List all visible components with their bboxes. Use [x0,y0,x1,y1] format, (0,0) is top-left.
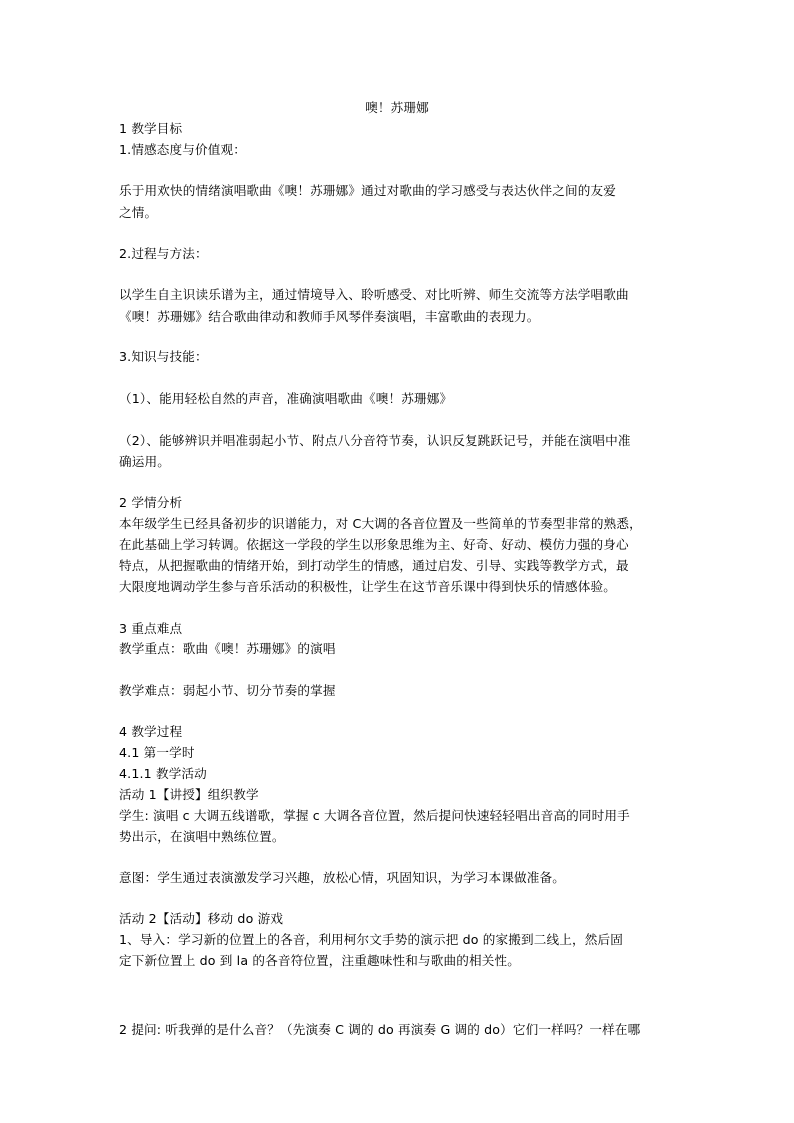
paragraph-line: 意图：学生通过表演激发学习兴趣，放松心情，巩固知识，为学习本课做准备。 [119,870,566,885]
activity-heading: 活动 2【活动】移动 do 游戏 [119,911,284,926]
section-heading: 4 教学过程 [119,724,183,739]
activity-heading: 活动 1【讲授】组织教学 [119,787,259,802]
subsection-heading: 4.1 第一学时 [119,745,195,760]
paragraph-line: （2）、能够辨识并唱准弱起小节、附点八分音符节奏，认识反复跳跃记号，并能在演唱中准 [119,433,631,448]
subsection-heading: 3.知识与技能： [119,349,208,364]
paragraph-line: 本年级学生已经具备初步的识谱能力，对 C大调的各音位置及一些简单的节奏型非常的熟悉， [119,516,642,531]
paragraph-line: 1、导入：学习新的位置上的各音，利用柯尔文手势的演示把 do 的家搬到二线上，然后固 [119,932,623,947]
section-heading: 3 重点难点 [119,621,183,636]
subsection-heading: 4.1.1 教学活动 [119,766,207,781]
paragraph-line: 特点，从把握歌曲的情绪开始，到打动学生的情感，通过启发、引导、实践等教学方式，最 [119,558,629,573]
paragraph-line: 确运用。 [119,454,170,469]
subsection-heading: 2.过程与方法： [119,246,208,261]
paragraph-line: 2 提问: 听我弹的是什么音？（先演奏 C 调的 do 再演奏 G 调的 do）它们一样吗？一样在哪 [119,1022,641,1037]
subsection-heading: 1.情感态度与价值观： [119,142,247,157]
paragraph-line: 之情。 [119,205,158,220]
paragraph-line: 教学重点：歌曲《噢！苏珊娜》的演唱 [119,641,336,656]
paragraph-line: 学生: 演唱 c 大调五线谱歌，掌握 c 大调各音位置，然后提问快速轻轻唱出音高的同时用手 [119,808,630,823]
paragraph-line: 以学生自主识读乐谱为主，通过情境导入、聆听感受、对比听辨、师生交流等方法学唱歌曲 [119,287,629,302]
paragraph-line: 大限度地调动学生参与音乐活动的积极性，让学生在这节音乐课中得到快乐的情感体验。 [119,579,617,594]
document-title: 噢！苏珊娜 [365,100,429,115]
paragraph-line: 乐于用欢快的情绪演唱歌曲《噢！苏珊娜》通过对歌曲的学习感受与表达伙伴之间的友爱 [119,183,617,198]
paragraph-line: 在此基础上学习转调。依据这一学段的学生以形象思维为主、好奇、好动、模仿力强的身心 [119,537,629,552]
paragraph-line: 教学难点：弱起小节、切分节奏的掌握 [119,683,336,698]
section-heading: 1 教学目标 [119,121,183,136]
paragraph-line: 《噢！苏珊娜》结合歌曲律动和教师手风琴伴奏演唱，丰富歌曲的表现力。 [119,309,540,324]
paragraph-line: 定下新位置上 do 到 la 的各音符位置，注重趣味性和与歌曲的相关性。 [119,953,520,968]
section-heading: 2 学情分析 [119,495,183,510]
paragraph-line: （1）、能用轻松自然的声音，准确演唱歌曲《噢！苏珊娜》 [119,391,453,406]
paragraph-line: 势出示，在演唱中熟练位置。 [119,829,285,844]
